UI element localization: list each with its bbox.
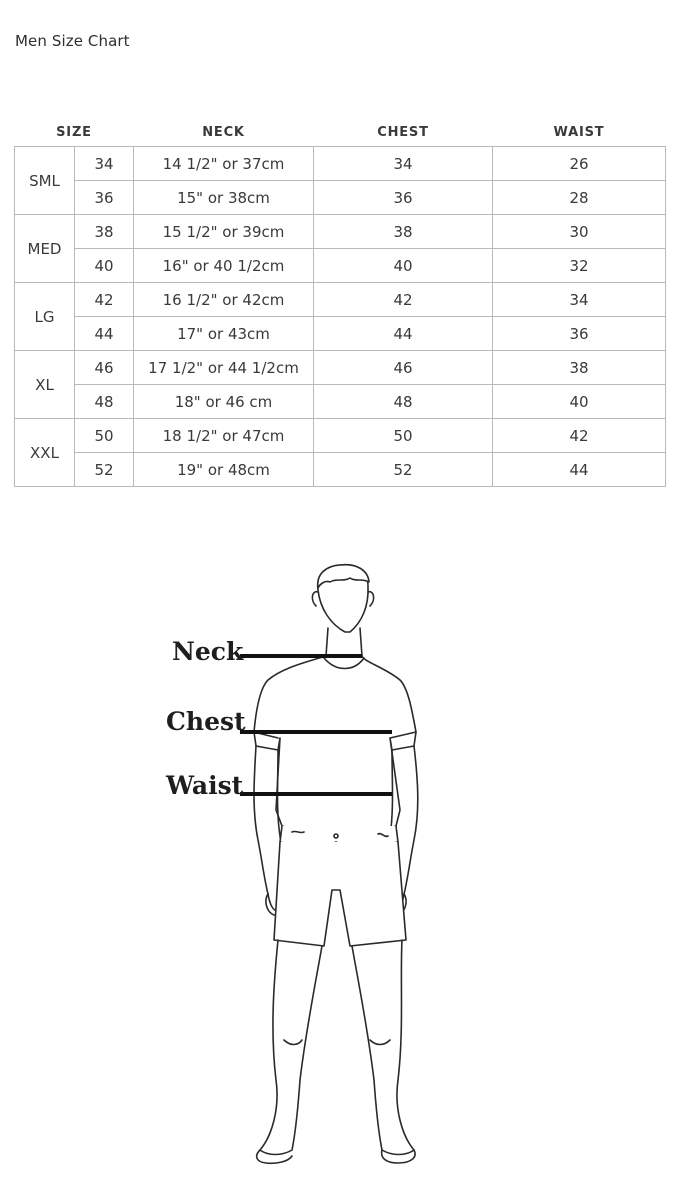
waist-cell: 26	[493, 147, 666, 181]
table-row	[15, 215, 666, 249]
neck-cell: 18" or 46 cm	[134, 385, 314, 419]
size-cell: 34	[75, 147, 134, 181]
table-row	[15, 419, 666, 453]
size-cell: 46	[75, 351, 134, 385]
table-row	[15, 317, 666, 351]
chest-cell: 52	[314, 453, 493, 487]
chest-cell: 48	[314, 385, 493, 419]
waist-cell: 30	[493, 215, 666, 249]
size-cell: 50	[75, 419, 134, 453]
chest-cell: 44	[314, 317, 493, 351]
waist-cell: 42	[493, 419, 666, 453]
neck-cell: 16 1/2" or 42cm	[134, 283, 314, 317]
waist-label: Waist	[166, 771, 244, 800]
neck-cell: 18 1/2" or 47cm	[134, 419, 314, 453]
table-row	[15, 385, 666, 419]
neck-cell: 19" or 48cm	[134, 453, 314, 487]
header-chest: CHEST	[377, 125, 429, 140]
size-cell: 52	[75, 453, 134, 487]
table-row	[15, 181, 666, 215]
size-cell: 42	[75, 283, 134, 317]
size-cell: 44	[75, 317, 134, 351]
size-chart-table	[14, 119, 666, 487]
size-group-label: XXL	[15, 419, 75, 487]
chest-cell: 34	[314, 147, 493, 181]
table-row	[15, 283, 666, 317]
waist-cell: 38	[493, 351, 666, 385]
size-group-label: LG	[15, 283, 75, 351]
neck-label: Neck	[172, 637, 244, 666]
size-group-label: MED	[15, 215, 75, 283]
chest-cell: 40	[314, 249, 493, 283]
neck-cell: 17 1/2" or 44 1/2cm	[134, 351, 314, 385]
table-row	[15, 453, 666, 487]
header-neck: NECK	[202, 125, 245, 140]
table-row	[15, 351, 666, 385]
waist-cell: 44	[493, 453, 666, 487]
chest-cell: 46	[314, 351, 493, 385]
chest-cell: 50	[314, 419, 493, 453]
neck-cell: 17" or 43cm	[134, 317, 314, 351]
chest-label: Chest	[166, 707, 246, 736]
waist-cell: 40	[493, 385, 666, 419]
size-cell: 40	[75, 249, 134, 283]
chest-cell: 36	[314, 181, 493, 215]
table-row	[15, 249, 666, 283]
size-group-label: XL	[15, 351, 75, 419]
size-group-label: SML	[15, 147, 75, 215]
header-size: SIZE	[56, 125, 92, 140]
chest-cell: 38	[314, 215, 493, 249]
page-title: Men Size Chart	[15, 32, 130, 50]
size-cell: 38	[75, 215, 134, 249]
neck-cell: 16" or 40 1/2cm	[134, 249, 314, 283]
neck-cell: 15 1/2" or 39cm	[134, 215, 314, 249]
neck-cell: 14 1/2" or 37cm	[134, 147, 314, 181]
chest-cell: 42	[314, 283, 493, 317]
table-row	[15, 147, 666, 181]
size-cell: 48	[75, 385, 134, 419]
waist-cell: 28	[493, 181, 666, 215]
neck-cell: 15" or 38cm	[134, 181, 314, 215]
size-cell: 36	[75, 181, 134, 215]
body-measurement-figure	[160, 560, 460, 1165]
waist-cell: 36	[493, 317, 666, 351]
waist-cell: 32	[493, 249, 666, 283]
header-waist: WAIST	[553, 125, 605, 140]
table-header-row	[15, 119, 666, 147]
waist-cell: 34	[493, 283, 666, 317]
